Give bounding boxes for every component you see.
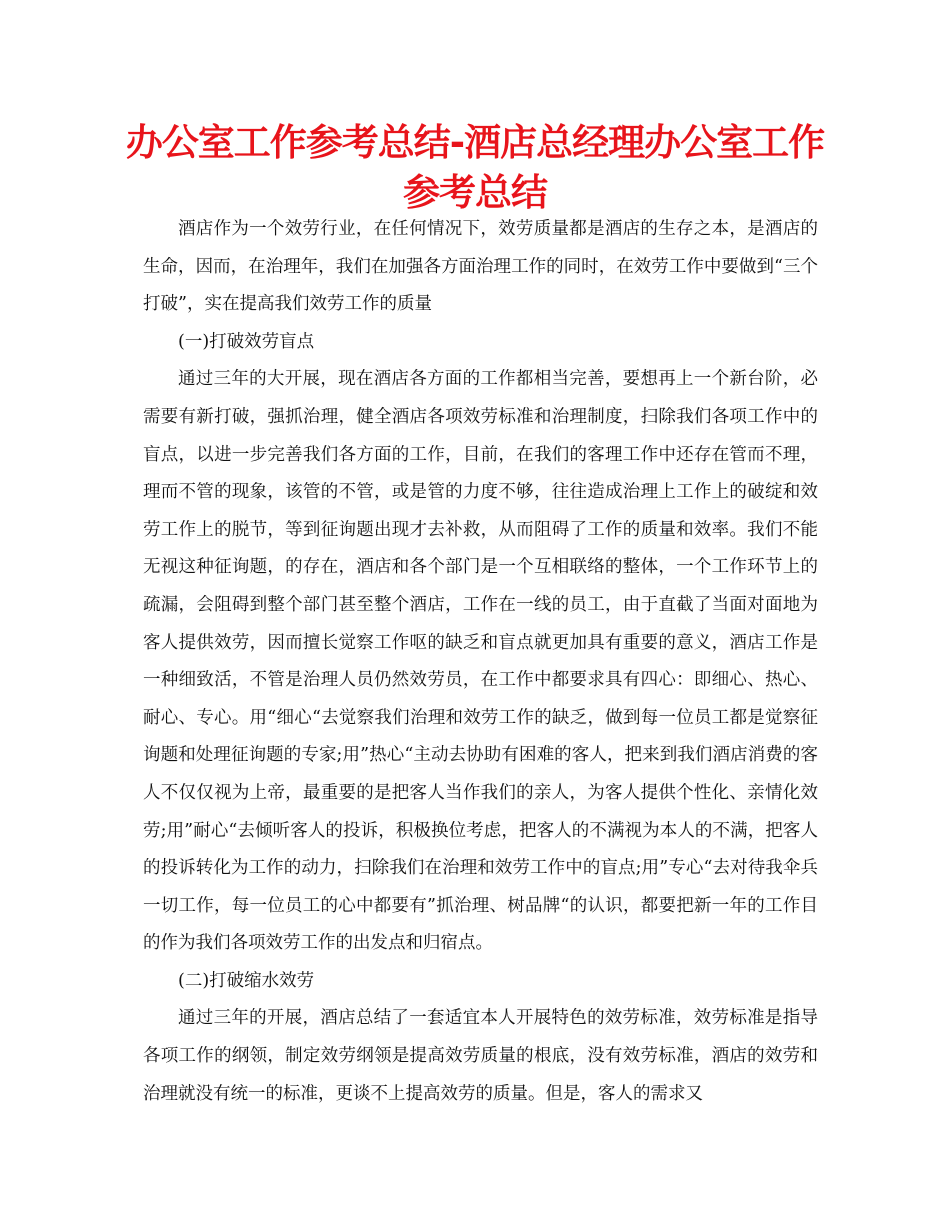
document-title: 办公室工作参考总结-酒店总经理办公室工作参考总结	[125, 121, 825, 214]
section-heading-1: (一)打破效劳盲点	[178, 331, 315, 352]
section-heading-2: (二)打破缩水效劳	[178, 970, 315, 991]
document-body	[143, 211, 818, 1113]
section-1-paragraph: 通过三年的大开展，现在酒店各方面的工作都相当完善，要想再上一个新台阶，必需要有新打破，强抓治理，健全酒店各项效劳标准和治理制度，扫除我们各项工作中的盲点，以进一步完善我们各方面的工作，目前，在我们的客理工作中还存在管而不理，理而不管的现象，该管的不管，或是管的力度不够，往往造成治理上工作上的破绽和效劳工作上的脱节，等到征询题出现才去补救，从而阻碍了工作的质量和效率。我们不能无视这种征询题，的存在，酒店和各个部门是一个互相联络的整体，一个工作环节上的疏漏，会阻碍到整个部门甚至整个酒店，工作在一线的员工，由于直截了当面对面地为客人提供效劳，因而擅长觉察工作呕的缺乏和盲点就更加具有重要的意义，酒店工作是一种细致活，不管是治理人员仍然效劳员，在工作中都要求具有四心：即细心、热心、耐心、专心。用“细心“去觉察我们治理和效劳工作的缺乏，做到每一位员工都是觉察征询题和处理征询题的专家;用”热心“主动去协助有困难的客人，把来到我们酒店消费的客人不仅仅视为上帝，最重要的是把客人当作我们的亲人，为客人提供个性化、亲情化效劳;用”耐心“去倾听客人的投诉，积极换位考虑，把客人的不满视为本人的不满，把客人的投诉转化为工作的动力，扫除我们在治理和效劳工作中的盲点;用”专心“去对待我伞兵一切工作，每一位员工的心中都要有”抓治理、树品牌“的认识，都要把新一年的工作目的作为我们各项效劳工作的出发点和归宿点。	[143, 369, 818, 954]
section-2-paragraph: 通过三年的开展，酒店总结了一套适宜本人开展特色的效劳标准，效劳标准是指导各项工作的纲领，制定效劳纲领是提高效劳质量的根底，没有效劳标准，酒店的效劳和治理就没有统一的标准，更谈不上提高效劳的质量。但是，客人的需求又	[143, 1008, 818, 1104]
intro-paragraph: 酒店作为一个效劳行业，在任何情况下，效劳质量都是酒店的生存之本，是酒店的生命，因而，在治理年，我们在加强各方面治理工作的同时，在效劳工作中要做到“三个打破”，实在提高我们效劳工作的质量	[143, 219, 818, 315]
